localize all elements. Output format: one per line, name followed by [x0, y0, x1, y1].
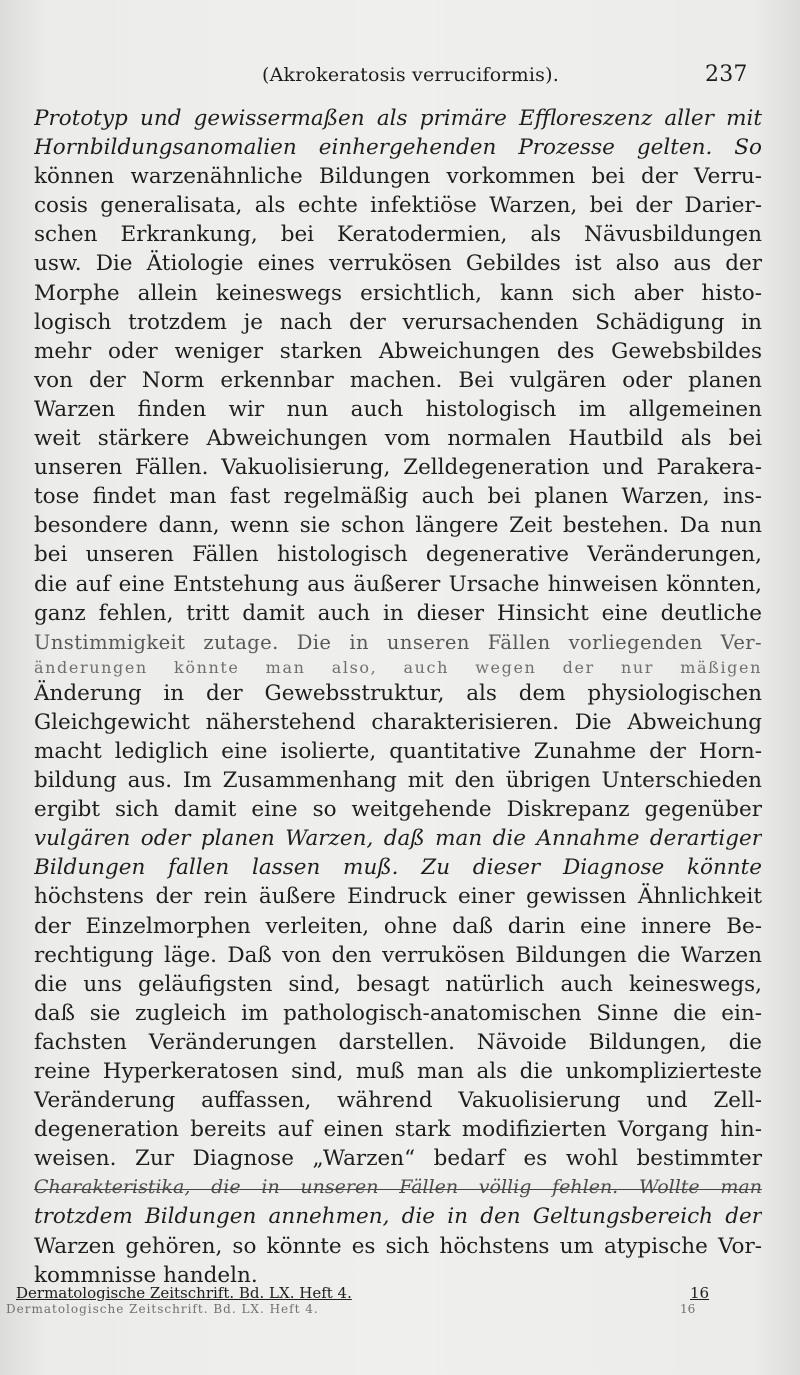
text-line: Änderung in der Gewebsstruktur, als dem physiologischen — [34, 680, 762, 706]
struck-text-line: Charakteristika, die in unseren Fällen völlig fehlen. Wollte man — [34, 1173, 762, 1202]
text-line: Veränderung auffassen, während Vakuolisierung und Zell- — [34, 1088, 762, 1114]
text-line: besondere dann, wenn sie schon längere Zeit bestehen. Da nun — [34, 513, 762, 539]
text-line: ganz fehlen, tritt damit auch in dieser Hinsicht eine deutliche — [34, 600, 762, 626]
text-line: von der Norm erkennbar machen. Bei vulgären oder planen — [34, 367, 762, 393]
text-line: kommnisse handeln. — [34, 1262, 258, 1288]
text-line: Hornbildungsanomalien einhergehenden Prozesse gelten. So — [34, 135, 762, 161]
text-line: Prototyp und gewissermaßen als primäre Effloreszenz aller mit — [34, 106, 762, 131]
text-line: reine Hyperkeratosen sind, muß man als die unkomplizierteste — [34, 1059, 762, 1084]
journal-signature: Dermatologische Zeitschrift. Bd. LX. Heft 4. — [16, 1284, 352, 1302]
ghost-print-line: änderungen könnte man also, auch wegen der nur mäßigen — [34, 657, 762, 677]
page-footer — [0, 1284, 800, 1324]
text-line: macht lediglich eine isolierte, quantitative Zunahme der Horn- — [34, 738, 762, 764]
text-line: schen Erkrankung, bei Keratodermien, als Nävusbildungen — [34, 222, 762, 248]
text-line: bei unseren Fällen histologisch degenerative Veränderungen, — [34, 542, 762, 568]
text-line: fachsten Veränderungen darstellen. Nävoide Bildungen, die — [34, 1029, 762, 1055]
text-line: unseren Fällen. Vakuolisierung, Zelldegeneration und Parakera- — [34, 455, 762, 481]
text-line: Warzen finden wir nun auch histologisch im allgemeinen — [34, 396, 762, 422]
text-line: trotzdem Bildungen annehmen, die in den Geltungsbereich der — [34, 1204, 762, 1230]
text-line: die uns geläufigsten sind, besagt natürlich auch keineswegs, — [34, 971, 762, 997]
journal-signature-ghost: Dermatologische Zeitschrift. Bd. LX. Heft 4. — [6, 1302, 319, 1316]
text-line: die auf eine Entstehung aus äußerer Ursache hinweisen könnten, — [34, 571, 762, 597]
text-line: usw. Die Ätiologie eines verrukösen Gebildes ist also aus der — [34, 251, 762, 277]
text-line: der Einzelmorphen verleiten, ohne daß darin eine innere Be- — [34, 913, 762, 939]
text-line: weisen. Zur Diagnose „Warzen“ bedarf es wohl bestimmter — [34, 1146, 762, 1172]
sheet-number-ghost: 16 — [680, 1302, 696, 1316]
text-line: weit stärkere Abweichungen vom normalen Hautbild als bei — [34, 426, 762, 452]
text-line: Warzen gehören, so könnte es sich höchstens um atypische Vor- — [34, 1233, 762, 1259]
running-title: (Akrokeratosis verruciformis). — [262, 64, 559, 86]
text-line: logisch trotzdem je nach der verursachenden Schädigung in — [34, 309, 762, 335]
text-line: degeneration bereits auf einen stark modifizierten Vorgang hin- — [34, 1117, 762, 1143]
text-line: rechtigung läge. Daß von den verrukösen Bildungen die Warzen — [34, 942, 762, 968]
text-line: cosis generalisata, als echte infektiöse Warzen, bei der Darier- — [34, 193, 762, 219]
sheet-number: 16 — [690, 1284, 710, 1302]
smudged-text-line: Unstimmigkeit zutage. Die in unseren Fällen vorliegenden Ver- — [34, 630, 762, 654]
text-line: ergibt sich damit eine so weitgehende Diskrepanz gegenüber — [34, 797, 762, 823]
text-line: tose findet man fast regelmäßig auch bei planen Warzen, ins- — [34, 484, 762, 510]
text-line: höchstens der rein äußere Eindruck einer gewissen Ähnlichkeit — [34, 884, 762, 910]
text-line: vulgären oder planen Warzen, daß man die Annahme derartiger — [34, 826, 762, 852]
text-line: Morphe allein keineswegs ersichtlich, kann sich aber histo- — [34, 280, 762, 306]
text-line: können warzenähnliche Bildungen vorkommen bei der Verru- — [34, 164, 762, 190]
page-number: 237 — [705, 62, 748, 87]
text-line: bildung aus. Im Zusammenhang mit den übrigen Unterschieden — [34, 768, 762, 794]
body-text — [34, 104, 762, 1290]
page-header — [0, 62, 800, 94]
text-line: daß sie zugleich im pathologisch-anatomischen Sinne die ein- — [34, 1000, 762, 1026]
text-line: Gleichgewicht näherstehend charakterisieren. Die Abweichung — [34, 709, 762, 735]
text-line: Bildungen fallen lassen muß. Zu dieser Diagnose könnte — [34, 855, 762, 881]
text-line: mehr oder weniger starken Abweichungen des Gewebsbildes — [34, 338, 762, 364]
